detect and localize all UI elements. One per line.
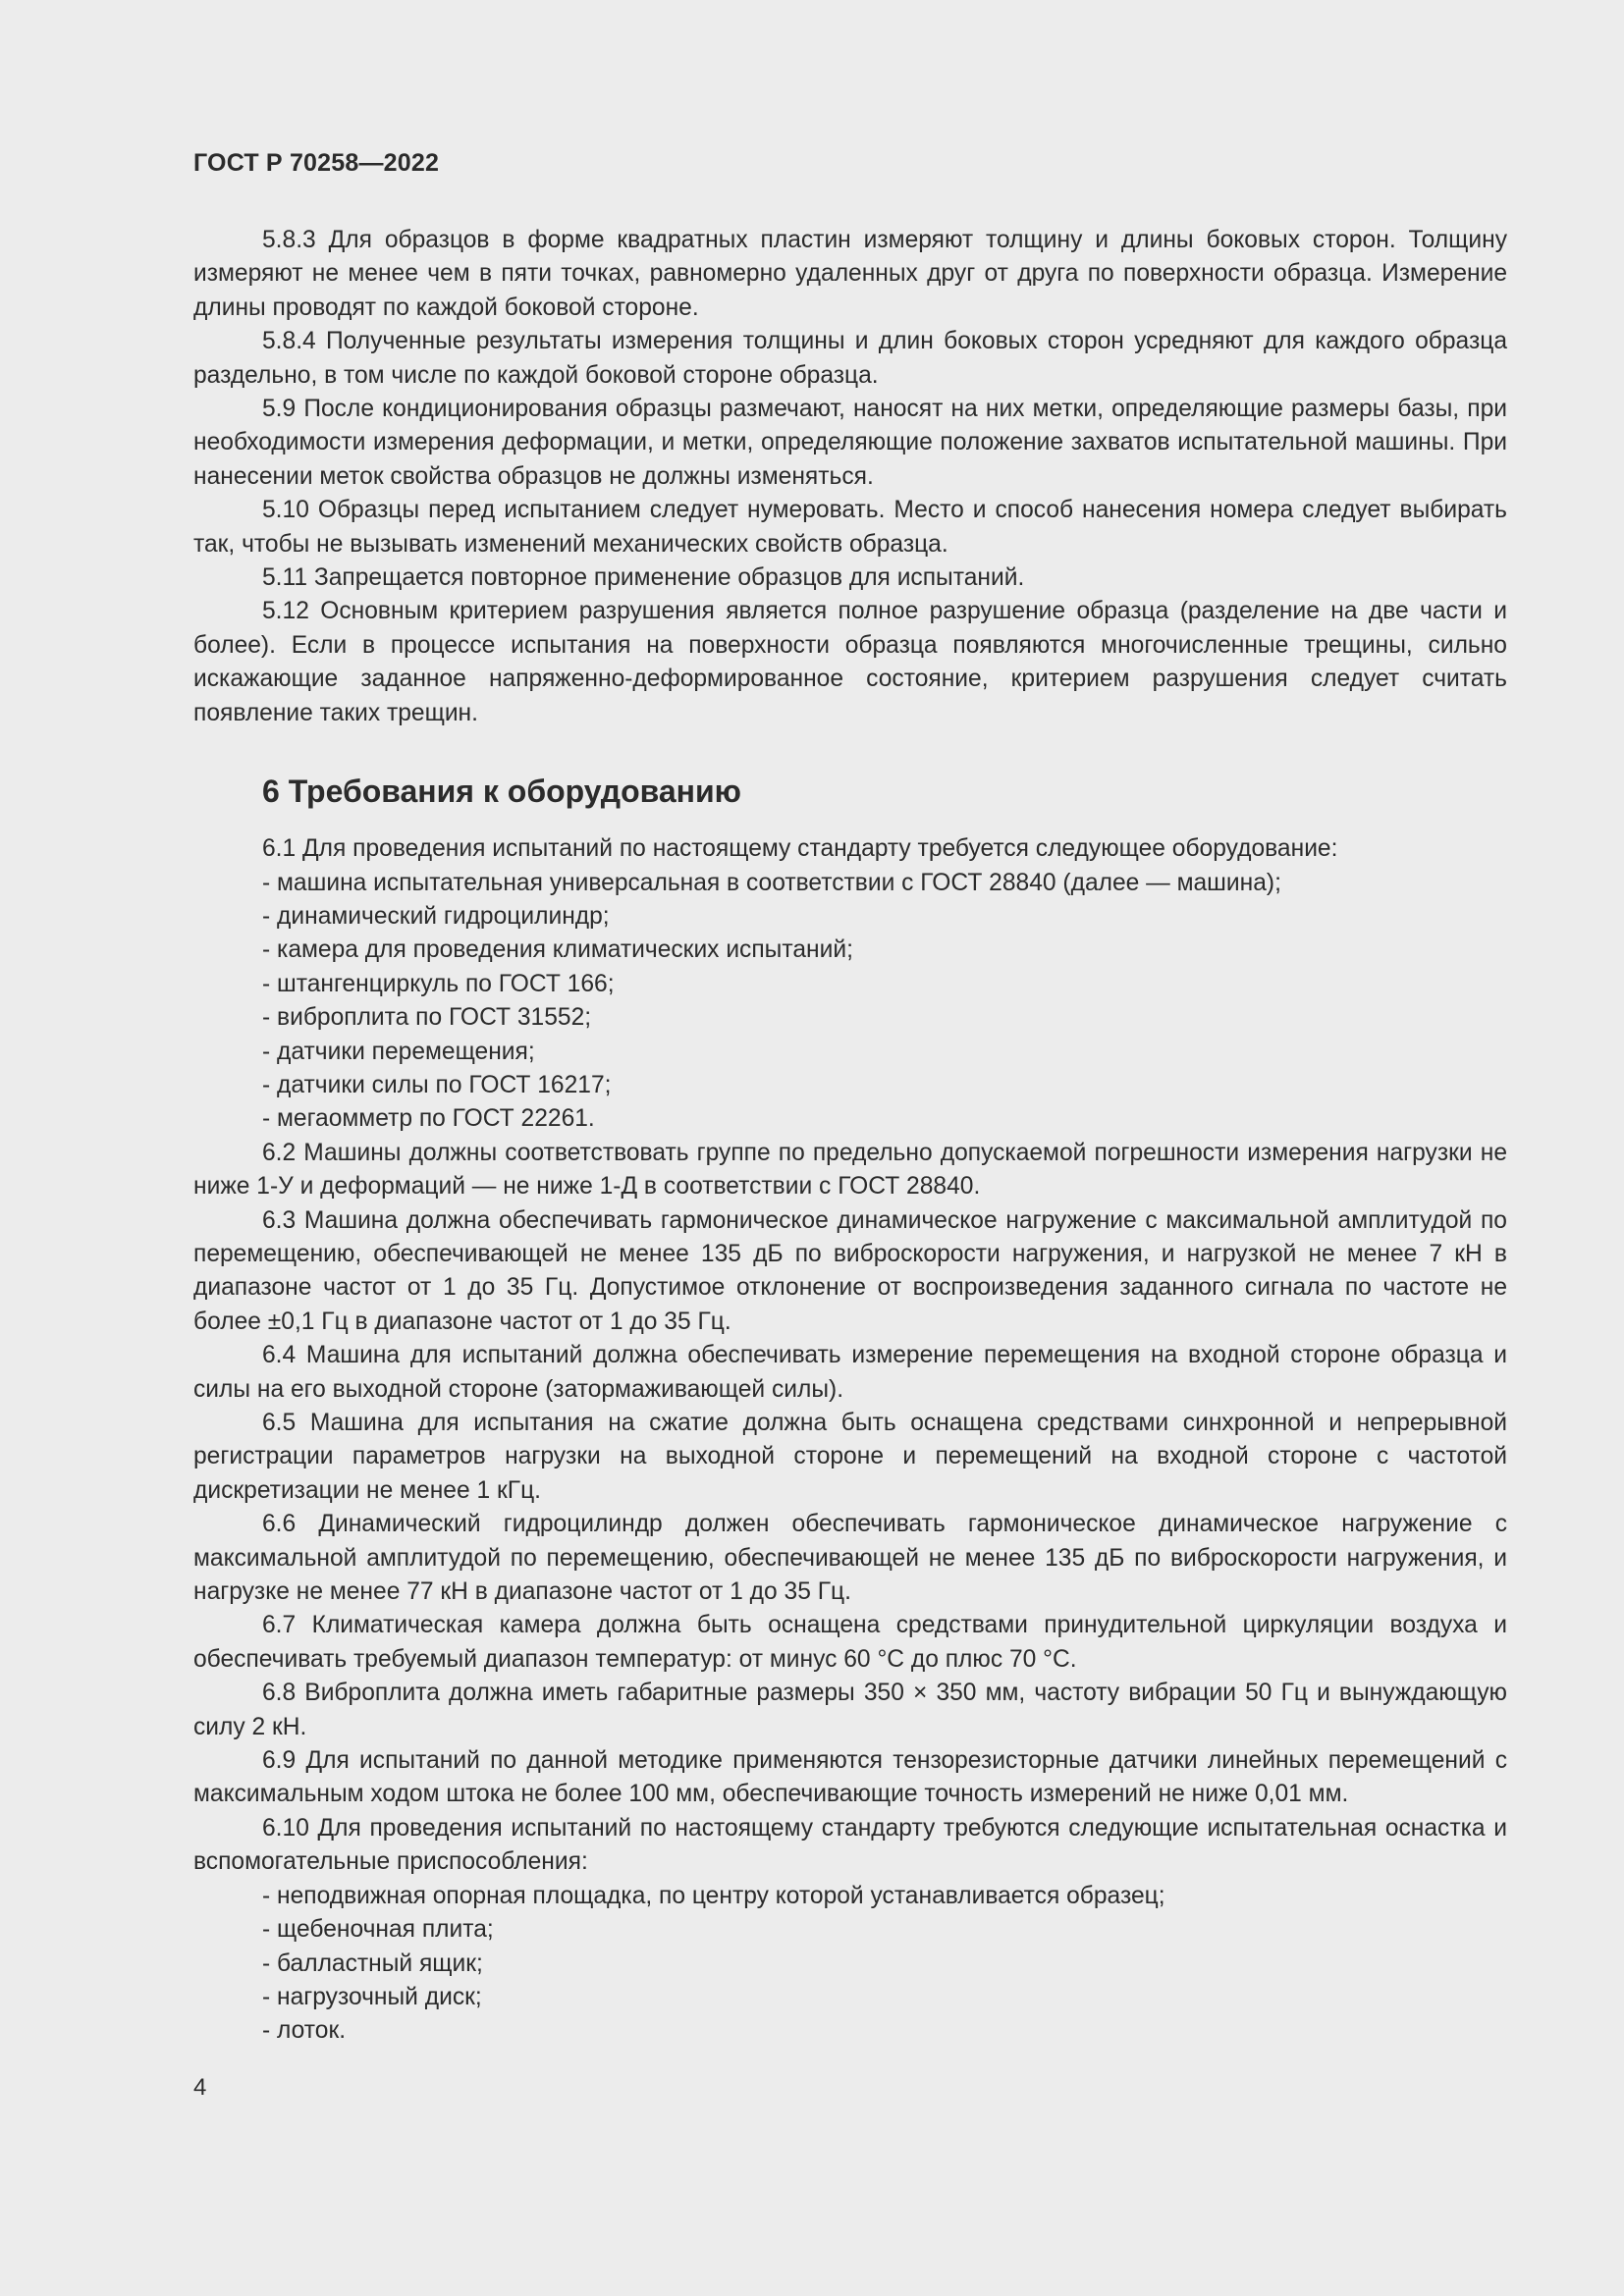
paragraph-6-6: 6.6 Динамический гидроцилиндр должен обеспечивать гармоническое динамическое нагружение с максимальной амплитудой по перемещению, обеспечивающей не менее 135 дБ по виброскорости нагружения, и нагрузке не менее 77 кН в диапазоне частот от 1 до 35 Гц. <box>193 1511 1507 1606</box>
paragraph-5-9: 5.9 После кондиционирования образцы размечают, наносят на них метки, определяющие размеры базы, при необходимости измерения деформации, и метки, определяющие положение захватов испытательной машины. При нанесении меток свойства образцов не должны изменяться. <box>193 396 1507 490</box>
paragraph-6-10: 6.10 Для проведения испытаний по настоящему стандарту требуются следующие испытательная оснастка и вспомогательные приспособления: <box>193 1814 1507 1876</box>
paragraph-5-10: 5.10 Образцы перед испытанием следует нумеровать. Место и способ нанесения номера следует выбирать так, чтобы не вызывать изменений механических свойств образца. <box>193 497 1507 558</box>
accessories-list <box>193 1880 1507 2049</box>
list-item: - машина испытательная универсальная в соответствии с ГОСТ 28840 (далее — машина); <box>262 869 1281 896</box>
paragraph-6-2: 6.2 Машины должны соответствовать группе по предельно допускаемой погрешности измерения нагрузки не ниже 1-У и деформаций — не ниже 1-Д в соответствии с ГОСТ 28840. <box>193 1139 1507 1201</box>
list-item: - динамический гидроцилиндр; <box>262 902 610 930</box>
list-item: - неподвижная опорная площадка, по центру которой устанавливается образец; <box>262 1882 1165 1909</box>
paragraph-6-4: 6.4 Машина для испытаний должна обеспечивать измерение перемещения на входной стороне образца и силы на его выходной стороне (затормаживающей силы). <box>193 1342 1507 1403</box>
list-item: - датчики перемещения; <box>262 1038 535 1065</box>
paragraph-6-9: 6.9 Для испытаний по данной методике применяются тензорезисторные датчики линейных перемещений с максимальным ходом штока не более 100 мм, обеспечивающие точность измерений не ниже 0,01 мм. <box>193 1747 1507 1808</box>
list-item: - камера для проведения климатических испытаний; <box>262 936 853 964</box>
paragraph-6-7: 6.7 Климатическая камера должна быть оснащена средствами принудительной циркуляции воздуха и обеспечивать требуемый диапазон температур: от минус 60 °С до плюс 70 °С. <box>193 1612 1507 1673</box>
list-item: - нагрузочный диск; <box>262 1983 482 2010</box>
list-item: - датчики силы по ГОСТ 16217; <box>262 1071 612 1098</box>
list-item: - лоток. <box>262 2017 347 2045</box>
document-body <box>193 224 1507 2049</box>
paragraph-6-3: 6.3 Машина должна обеспечивать гармоническое динамическое нагружение с максимальной амплитудой по перемещению, обеспечивающей не менее 135 дБ по виброскорости нагружения, и нагрузкой не менее 7 кН в диапазоне частот от 1 до 35 Гц. Допустимое отклонение от воспроизведения заданного сигнала по частоте не более ±0,1 Гц в диапазоне частот от 1 до 35 Гц. <box>193 1206 1507 1335</box>
document-designation: ГОСТ Р 70258—2022 <box>193 149 440 177</box>
paragraph-5-12: 5.12 Основным критерием разрушения является полное разрушение образца (разделение на две части и более). Если в процессе испытания на поверхности образца появляются многочисленные трещины, сильно искажающие заданное напряженно-деформированное состояние, критерием разрушения следует считать появление таких трещин. <box>193 598 1507 726</box>
section-heading: 6 Требования к оборудованию <box>262 774 741 810</box>
paragraph-5-11: 5.11 Запрещается повторное применение образцов для испытаний. <box>262 564 1025 592</box>
list-item: - мегаомметр по ГОСТ 22261. <box>262 1105 595 1133</box>
list-item: - щебеночная плита; <box>262 1916 494 1944</box>
list-item: - штангенциркуль по ГОСТ 166; <box>262 970 615 997</box>
page-number: 4 <box>193 2074 207 2101</box>
paragraph-5-8-3: 5.8.3 Для образцов в форме квадратных пластин измеряют толщину и длины боковых сторон. Толщину измеряют не менее чем в пяти точках, равномерно удаленных друг от друга по поверхности образца. Измерение длины проводят по каждой боковой стороне. <box>193 227 1507 321</box>
equipment-list <box>193 867 1507 1137</box>
list-item: - балластный ящик; <box>262 1949 483 1977</box>
list-item: - виброплита по ГОСТ 31552; <box>262 1004 592 1032</box>
paragraph-6-8: 6.8 Виброплита должна иметь габаритные размеры 350 × 350 мм, частоту вибрации 50 Гц и вынуждающую силу 2 кН. <box>193 1680 1507 1740</box>
paragraph-5-8-4: 5.8.4 Полученные результаты измерения толщины и длин боковых сторон усредняют для каждого образца раздельно, в том числе по каждой боковой стороне образца. <box>193 328 1507 389</box>
paragraph-6-1: 6.1 Для проведения испытаний по настоящему стандарту требуется следующее оборудование: <box>262 835 1338 863</box>
paragraph-6-5: 6.5 Машина для испытания на сжатие должна быть оснащена средствами синхронной и непрерывной регистрации параметров нагрузки на выходной стороне и перемещений на входной стороне с частотой дискретизации не менее 1 кГц. <box>193 1410 1507 1504</box>
